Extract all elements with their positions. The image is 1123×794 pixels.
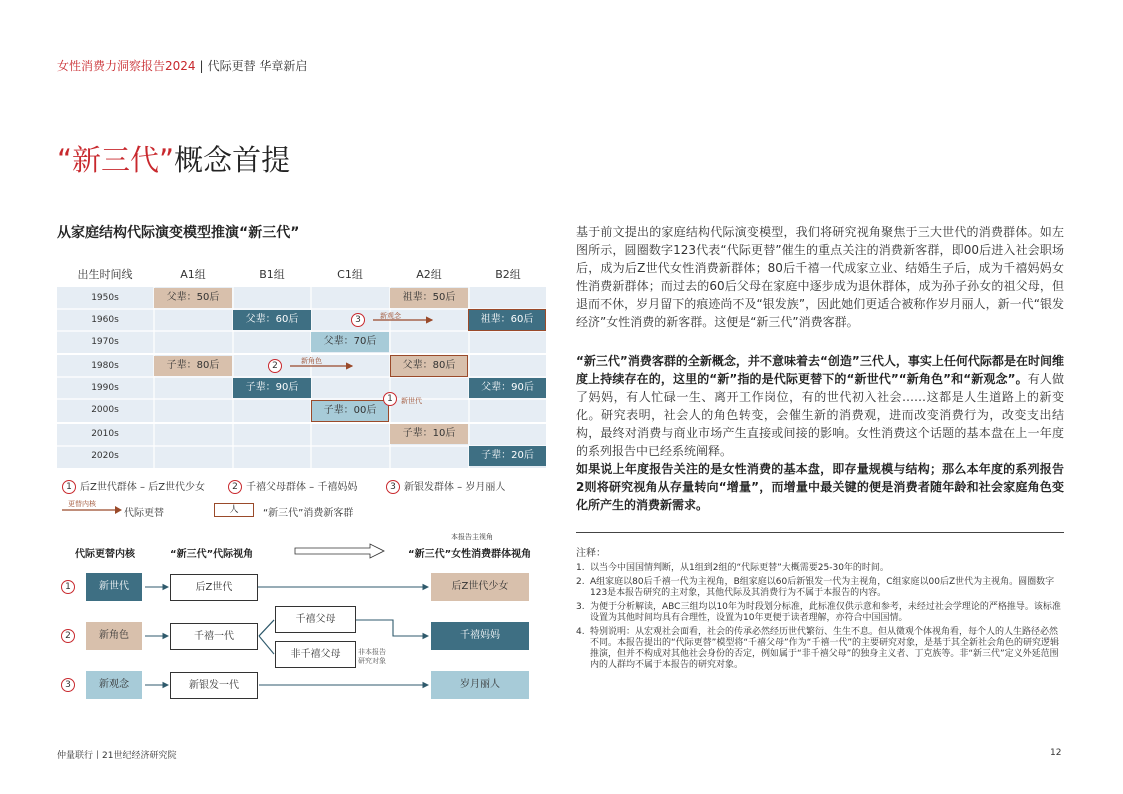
col-header-a1: A1组 <box>180 268 206 281</box>
col-header-birth: 出生时间线 <box>77 268 133 281</box>
legend-item-2 <box>228 478 357 494</box>
footer-org: 仲量联行丨21世纪经济研究院 <box>57 751 177 761</box>
cell-c1-2000s: 子辈：00后 <box>311 400 389 422</box>
cell-a1-1980s: 子辈：80后 <box>154 356 232 376</box>
row-label-1970s: 1970s <box>91 337 119 347</box>
note-text-4: 特别说明：从宏观社会面看，社会的传承必然经历世代繁衍、生生不息。但从微观个体视角看，每个人的人生路径必然不同。本报告提出的“代际更替”模型将“千禧父母”作为“千禧一代”的主要研究对象，是基于其全新社会角色的研究逻辑推演，但并不构成对其他社会身份的否定，例如属于“非千禧父母”的独身主义者、丁克族等。非“新三代”定义外延范围内的人群均不属于本报告的研究对象。 <box>590 627 1059 670</box>
report-subtitle: 代际更替 华章新启 <box>207 59 308 73</box>
concept-paragraph <box>576 352 1064 460</box>
diagram-branch-non-millennial-parents: 非千禧父母 <box>275 641 356 668</box>
note-text-2: A组家庭以80后千禧一代为主视角，B组家庭以60后新银发一代为主视角，C组家庭以00后Z世代为主视角。圆圈数字123是本报告研究的主对象，其他代际及其消费行为不属于本报告的内容。 <box>590 577 1055 598</box>
cell-a2-1980s: 父辈：80后 <box>390 355 468 377</box>
diagram-row2-core: 新角色 <box>86 622 142 650</box>
legend-arrow-icon <box>60 505 124 515</box>
legend-1-text: 后Z世代群体 – 后Z世代少女 <box>80 482 206 493</box>
diagram-header-generation: “新三代”代际视角 <box>170 549 254 560</box>
legend-box-text: “新三代”消费新客群 <box>263 508 354 519</box>
note-item: 4. 特别说明：从宏观社会面看，社会的传承必然经历世代繁衍、生生不息。但从微观个体视角看，每个人的人生路径必然不同。本报告提出的“代际更替”模型将“千禧父母”作为“千禧一代”的主要研究对象，是基于其全新社会角色的研究逻辑推演，但并不构成对其他社会身份的否定，例如属于“非千禧父母”的独身主义者、丁克族等。非“新三代”定义外延范围内的人群均不属于本报告的研究对象。 <box>576 627 1064 671</box>
row-label-1950s: 1950s <box>91 293 119 303</box>
legend-box-icon: 人 <box>214 503 254 517</box>
notes-section <box>576 548 1064 674</box>
diagram-row1-target: 后Z世代少女 <box>431 573 529 601</box>
cell-b2-1960s: 祖辈：60后 <box>468 309 546 331</box>
notes-title: 注释： <box>576 548 606 559</box>
marker-1-label: 新世代 <box>401 397 422 405</box>
legend-2-icon: 2 <box>228 480 242 494</box>
intro-paragraph: 基于前文提出的家庭结构代际演变模型，我们将研究视角聚焦于三大世代的消费群体。如左图所示，圆圈数字123代表“代际更替”催生的重点关注的消费新客群，即00后进入社会职场后，成为后Z世代女性消费新群体；80后千禧一代成家立业、结婚生子后，成为千禧妈妈女性消费新群体；而过去的60后父母在家庭中逐步成为退休群体，成为孙子孙女的祖父母，但退而不休，岁月留下的痕迹尚不及“银发族”，因此她们更适合被称作岁月丽人，新一代“银发经济”女性消费的新客群。这便是“新三代”消费客群。 <box>576 225 1064 329</box>
row-label-2020s: 2020s <box>91 451 119 461</box>
note-text-1: 以当今中国国情判断，从1组到2组的“代际更替”大概需要25-30年的时间。 <box>590 563 889 573</box>
diagram-row1-core: 新世代 <box>86 573 142 601</box>
cell-b2-1990s: 父辈：90后 <box>469 378 546 398</box>
col-header-b1: B1组 <box>259 268 285 281</box>
diagram-row2-generation: 千禧一代 <box>170 623 258 650</box>
legend-arrow-text: 代际更替 <box>124 508 164 519</box>
diagram-branch-note-1: 非本报告 <box>358 648 386 656</box>
header-separator: | <box>199 59 204 73</box>
diagram-row3-core: 新观念 <box>86 671 142 699</box>
diagram-header-note: 本报告主视角 <box>451 533 493 541</box>
legend-1-icon: 1 <box>62 480 76 494</box>
legend-3-text: 新银发群体 – 岁月丽人 <box>404 482 506 493</box>
marker-3-label: 新观念 <box>380 312 401 320</box>
diagram-header-core: 代际更替内核 <box>75 549 135 560</box>
diagram-header-arrow-icon <box>294 543 386 559</box>
note-item: 1. 以当今中国国情判断，从1组到2组的“代际更替”大概需要25-30年的时间。 <box>576 563 889 573</box>
note-text-3: 为便于分析解读，ABC三组均以10年为时段划分标准，此标准仅供示意和参考，未经过社会学理论的严格推导。该标准设置为其他时间均具有合理性，设置为10年更便于读者理解，亦符合中国国情。 <box>590 602 1061 623</box>
diagram-row1-num: 1 <box>61 580 75 594</box>
legend-item-3 <box>386 478 505 494</box>
col-header-b2: B2组 <box>495 268 521 281</box>
diagram-row1-generation: 后Z世代 <box>170 574 258 601</box>
row-label-1990s: 1990s <box>91 383 119 393</box>
diagram-row2-num: 2 <box>61 629 75 643</box>
legend-3-icon: 3 <box>386 480 400 494</box>
row-label-2000s: 2000s <box>91 405 119 415</box>
legend-arrow-tag: 更替内核 <box>68 500 96 508</box>
marker-3-icon: 3 <box>351 313 365 327</box>
legend-2-text: 千禧父母群体 – 千禧妈妈 <box>246 482 358 493</box>
row-label-1960s: 1960s <box>91 315 119 325</box>
concept-paragraph-bold: “新三代”消费客群的全新概念，并不意味着去“创造”三代人，事实上任何代际都是在时间维度上持续存在的，这里的“新”指的是代际更替下的“新世代”“新角色”和“新观念”。 <box>576 354 1064 386</box>
concept-paragraph-rest: 有人做了妈妈，有人忙碌一生、离开工作岗位，有的世代初入社会……这都是人生道路上的新变化。研究表明，社会人的角色转变，会催生新的消费观，进而改变消费行为，改变支出结构，最终对消费与商业市场产生直接或间接的影响。女性消费这个话题的基本盘在上一年度的系列报告中已经系统阐释。 <box>576 372 1064 458</box>
title-quoted: “新三代” <box>57 143 175 177</box>
legend-item-1 <box>62 478 205 494</box>
report-name: 女性消费力洞察报告2024 <box>57 59 196 73</box>
cell-c1-1970s: 父辈：70后 <box>311 332 389 352</box>
cell-b2-2020s: 子辈：20后 <box>469 446 546 466</box>
col-header-c1: C1组 <box>337 268 363 281</box>
section-title: 从家庭结构代际演变模型推演“新三代” <box>57 225 300 241</box>
title-rest: 概念首提 <box>174 143 291 177</box>
cell-b1-1990s: 子辈：90后 <box>233 378 311 398</box>
col-header-a2: A2组 <box>416 268 442 281</box>
note-item: 2. A组家庭以80后千禧一代为主视角，B组家庭以60后新银发一代为主视角，C组家庭以00后Z世代为主视角。圆圈数字123是本报告研究的主对象，其他代际及其消费行为不属于本报告的内容。 <box>576 577 1064 599</box>
diagram-header-target: “新三代”女性消费群体视角 <box>408 549 532 560</box>
row-label-2010s: 2010s <box>91 429 119 439</box>
cell-b1-1960s: 父辈：60后 <box>233 310 311 330</box>
diagram-row3-num: 3 <box>61 678 75 692</box>
report-header <box>57 57 307 74</box>
marker-2-icon: 2 <box>268 359 282 373</box>
row-label-1980s: 1980s <box>91 361 119 371</box>
page-number: 12 <box>1050 748 1062 758</box>
page-title <box>57 138 290 179</box>
marker-1-icon: 1 <box>383 392 397 406</box>
marker-2-label: 新角色 <box>301 357 322 365</box>
diagram-branch-note-2: 研究对象 <box>358 657 386 665</box>
diagram-row3-generation: 新银发一代 <box>170 672 258 699</box>
cell-a2-2010s: 子辈：10后 <box>390 424 468 444</box>
note-item: 3. 为便于分析解读，ABC三组均以10年为时段划分标准，此标准仅供示意和参考，未经过社会学理论的严格推导。该标准设置为其他时间均具有合理性，设置为10年更便于读者理解，亦符合中国国情。 <box>576 602 1064 624</box>
grid-arrows <box>270 310 470 410</box>
cell-a1-1950s: 父辈：50后 <box>154 288 232 308</box>
focus-paragraph: 如果说上年度报告关注的是女性消费的基本盘，即存量规模与结构；那么本年度的系列报告2则将研究视角从存量转向“增量”，而增量中最关键的便是消费者随年龄和社会家庭角色变化所产生的消费新需求。 <box>576 462 1064 512</box>
diagram-row3-target: 岁月丽人 <box>431 671 529 699</box>
cell-a2-1950s: 祖辈：50后 <box>390 288 468 308</box>
notes-divider <box>576 532 1064 533</box>
diagram-branch-millennial-parents: 千禧父母 <box>275 606 356 633</box>
diagram-row2-target: 千禧妈妈 <box>431 622 529 650</box>
